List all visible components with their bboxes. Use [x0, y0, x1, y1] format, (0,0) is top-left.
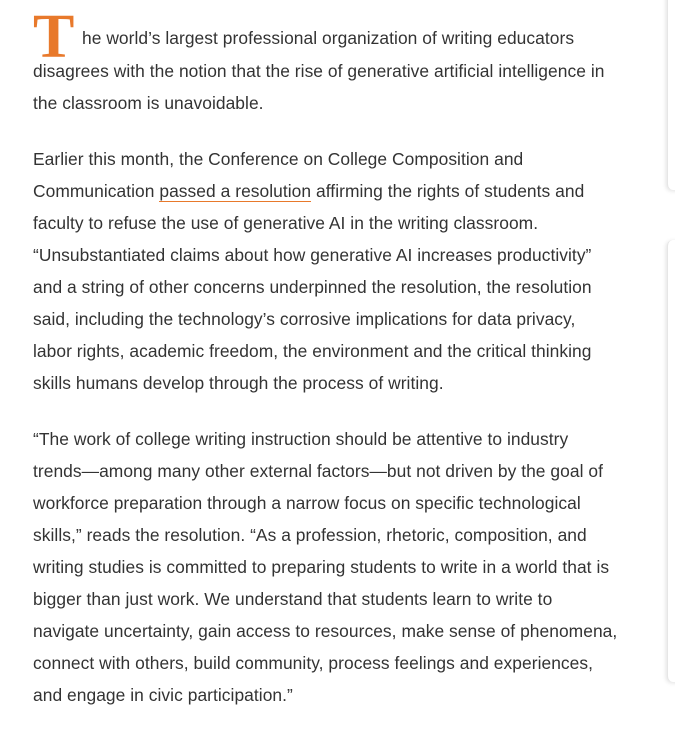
link-suffix-text: affirming the rights of students and [311, 181, 585, 201]
paragraph-line: labor rights, academic freedom, the environment and the critical thinking [33, 341, 592, 361]
paragraph-intro [33, 3, 643, 119]
link-prefix-text: Communication [33, 181, 160, 201]
paragraph-line: “Unsubstantiated claims about how generative AI increases productivity” [33, 245, 592, 265]
paragraph-resolution [33, 143, 643, 399]
paragraph-line: bigger than just work. We understand that students learn to write to [33, 589, 553, 609]
paragraph-line: skills humans develop through the process of writing. [33, 373, 444, 393]
paragraph-line: “The work of college writing instruction should be attentive to industry [33, 429, 569, 449]
paragraph-quote [33, 423, 643, 711]
paragraph-line: said, including the technology’s corrosive implications for data privacy, [33, 309, 576, 329]
sidebar-card-top [667, 0, 675, 190]
sidebar-card-bottom [667, 240, 675, 682]
paragraph-line: the classroom is unavoidable. [33, 93, 264, 113]
paragraph-line: skills,” reads the resolution. “As a profession, rhetoric, composition, and [33, 525, 587, 545]
drop-cap: T [33, 3, 75, 71]
paragraph-line: trends—among many other external factors—but not driven by the goal of [33, 461, 603, 481]
paragraph-line: Earlier this month, the Conference on College Composition and [33, 149, 524, 169]
paragraph-line: he world’s largest professional organization of writing educators [82, 28, 575, 48]
article-body [33, 3, 643, 735]
paragraph-line: and a string of other concerns underpinned the resolution, the resolution [33, 277, 592, 297]
paragraph-line: connect with others, build community, process feelings and experiences, [33, 653, 594, 673]
resolution-link[interactable]: passed a resolution [159, 181, 312, 201]
paragraph-line: disagrees with the notion that the rise of generative artificial intelligence in [33, 61, 605, 81]
paragraph-line-with-link [33, 175, 643, 207]
paragraph-line: workforce preparation through a narrow focus on specific technological [33, 493, 581, 513]
paragraph-line: faculty to refuse the use of generative AI in the writing classroom. [33, 213, 539, 233]
paragraph-line: navigate uncertainty, gain access to resources, make sense of phenomena, [33, 621, 618, 641]
paragraph-line: and engage in civic participation.” [33, 685, 293, 705]
paragraph-line: writing studies is committed to preparing students to write in a world that is [33, 557, 610, 577]
